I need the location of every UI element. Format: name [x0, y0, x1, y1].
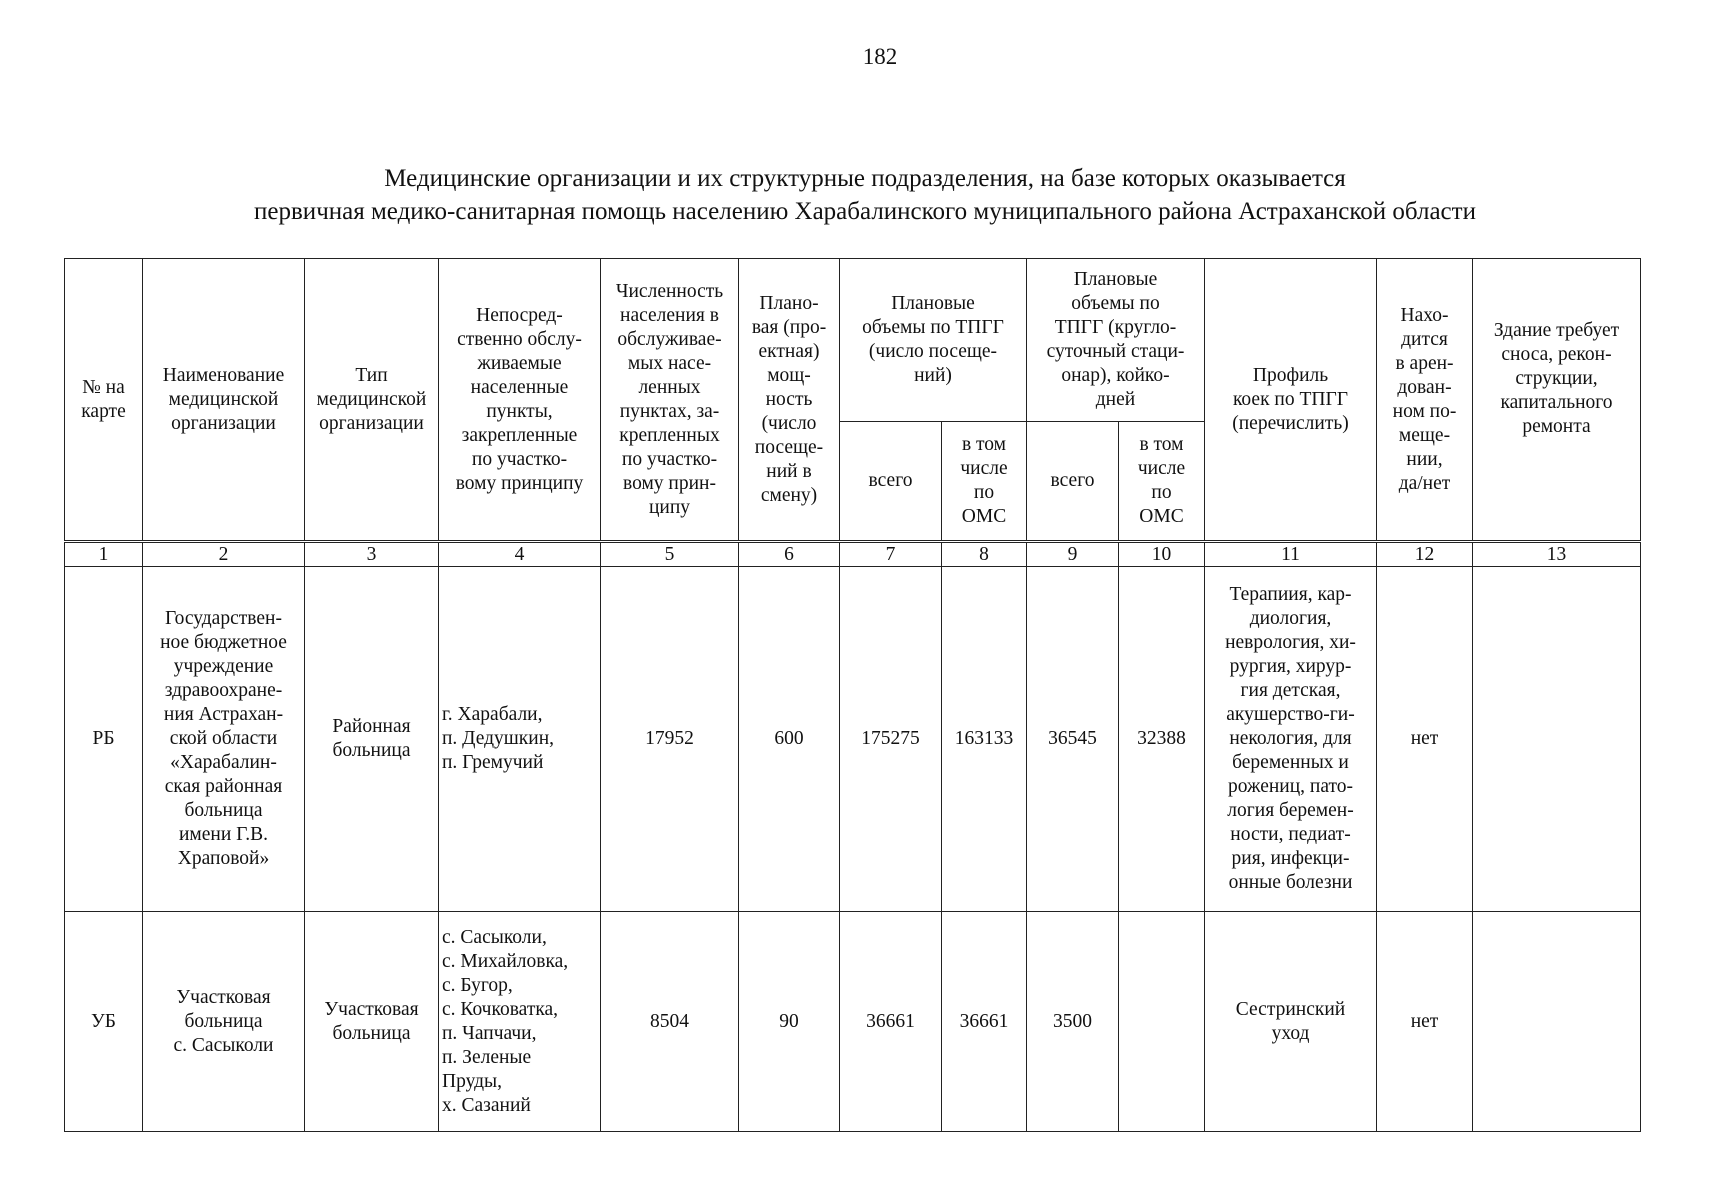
header-population: Численность населения в обслуживае- мых насе- ленных пунктах, за- крепленных по участко- вому прин- ципу — [601, 259, 739, 542]
cell-org-name: Участковая больница с. Сасыколи — [143, 912, 305, 1132]
cell-population: 17952 — [601, 567, 739, 912]
column-index: 9 — [1027, 542, 1119, 567]
cell-org-name: Государствен- ное бюджетное учреждение здравоохране- ния Астрахан- ской области «Харабалин- ская районная больница имени Г.В. Храповой» — [143, 567, 305, 912]
header-beddays-group: Плановые объемы по ТПГГ (кругло- суточный стаци- онар), койко- дней — [1027, 259, 1205, 422]
column-index: 3 — [305, 542, 439, 567]
column-index-row — [65, 542, 1641, 567]
cell-beddays-total: 36545 — [1027, 567, 1119, 912]
cell-bed-profile: Сестринский уход — [1205, 912, 1377, 1132]
header-bed-profile: Профиль коек по ТПГГ (перечислить) — [1205, 259, 1377, 542]
column-index: 5 — [601, 542, 739, 567]
page-number: 182 — [862, 44, 898, 69]
cell-beddays-oms — [1119, 912, 1205, 1132]
cell-settlements: с. Сасыколи, с. Михайловка, с. Бугор, с. Кочковатка, п. Чапчачи, п. Зеленые Пруды, х. Сазаний — [439, 912, 601, 1132]
header-row-1 — [65, 259, 1641, 422]
header-capacity: Плано- вая (про- ектная) мощ- ность (число посеще- ний в смену) — [739, 259, 840, 542]
header-beddays-total: всего — [1027, 422, 1119, 542]
column-index: 11 — [1205, 542, 1377, 567]
column-index: 1 — [65, 542, 143, 567]
header-org-name: Наименование медицинской организации — [143, 259, 305, 542]
table-row — [65, 912, 1641, 1132]
column-index: 4 — [439, 542, 601, 567]
title-line-1: Медицинские организации и их структурные подразделения, на базе которых оказывается — [384, 165, 1346, 192]
cell-visits-oms: 163133 — [942, 567, 1027, 912]
header-building: Здание требует сноса, рекон- струкции, капитального ремонта — [1473, 259, 1641, 542]
organizations-table — [64, 258, 1641, 1132]
cell-rented: нет — [1377, 912, 1473, 1132]
cell-org-type: Районная больница — [305, 567, 439, 912]
column-index: 13 — [1473, 542, 1641, 567]
column-index: 2 — [143, 542, 305, 567]
cell-visits-total: 36661 — [840, 912, 942, 1132]
column-index: 12 — [1377, 542, 1473, 567]
table-row — [65, 567, 1641, 912]
document-title — [100, 162, 1630, 228]
cell-visits-oms: 36661 — [942, 912, 1027, 1132]
cell-settlements: г. Харабали, п. Дедушкин, п. Гремучий — [439, 567, 601, 912]
cell-map-no: УБ — [65, 912, 143, 1132]
cell-beddays-oms: 32388 — [1119, 567, 1205, 912]
column-index: 10 — [1119, 542, 1205, 567]
column-index: 6 — [739, 542, 840, 567]
cell-building — [1473, 912, 1641, 1132]
header-visits-total: всего — [840, 422, 942, 542]
title-line-2: первичная медико-санитарная помощь населению Харабалинского муниципального района Астраханской области — [254, 198, 1476, 225]
header-beddays-oms: в том числе по ОМС — [1119, 422, 1205, 542]
header-settlements: Непосред- ственно обслу- живаемые населенные пункты, закрепленные по участко- вому принципу — [439, 259, 601, 542]
header-visits-oms: в том числе по ОМС — [942, 422, 1027, 542]
header-visits-group: Плановые объемы по ТПГГ (число посеще- ний) — [840, 259, 1027, 422]
column-index: 7 — [840, 542, 942, 567]
column-index: 8 — [942, 542, 1027, 567]
cell-org-type: Участковая больница — [305, 912, 439, 1132]
cell-beddays-total: 3500 — [1027, 912, 1119, 1132]
cell-capacity: 90 — [739, 912, 840, 1132]
cell-visits-total: 175275 — [840, 567, 942, 912]
cell-rented: нет — [1377, 567, 1473, 912]
cell-bed-profile: Терапиия, кар- диология, неврология, хи- рургия, хирур- гия детская, акушерство-ги- некология, для беременных и рожениц, пато- логия беремен- ности, педиат- рия, инфекци- онные болезни — [1205, 567, 1377, 912]
cell-population: 8504 — [601, 912, 739, 1132]
cell-building — [1473, 567, 1641, 912]
header-org-type: Тип медицинской организации — [305, 259, 439, 542]
header-rented: Нахо- дится в арен- дован- ном по- меще- нии, да/нет — [1377, 259, 1473, 542]
header-map-no: № на карте — [65, 259, 143, 542]
cell-map-no: РБ — [65, 567, 143, 912]
cell-capacity: 600 — [739, 567, 840, 912]
